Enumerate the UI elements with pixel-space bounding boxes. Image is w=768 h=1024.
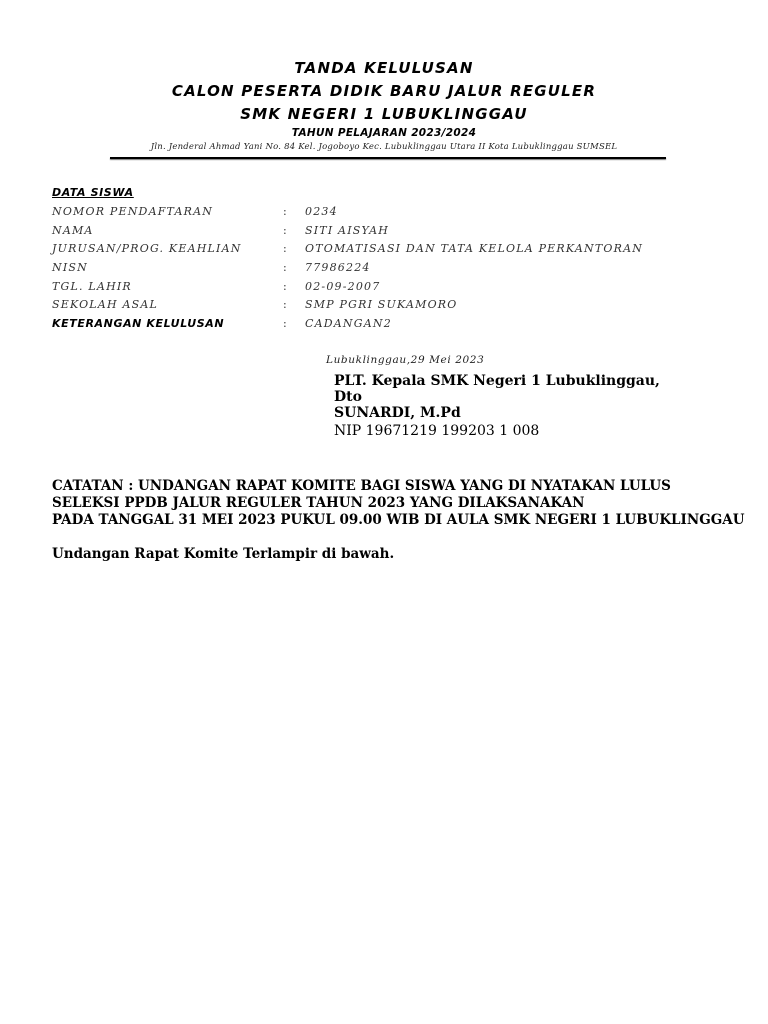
signer-name: SUNARDI, M.Pd [334, 405, 461, 421]
signer-position: PLT. Kepala SMK Negeri 1 Lubuklinggau, [334, 373, 660, 389]
row-value: 02-09-2007 [305, 280, 381, 293]
row-label: SEKOLAH ASAL [52, 298, 158, 311]
signer-nip: NIP 19671219 199203 1 008 [334, 423, 540, 439]
note-line: CATATAN : UNDANGAN RAPAT KOMITE BAGI SISWA YANG DI NYATAKAN LULUS [52, 478, 671, 494]
document-title: TANDA KELULUSAN [294, 59, 474, 77]
row-separator: : [283, 298, 288, 311]
row-separator: : [283, 205, 288, 218]
row-label: KETERANGAN KELULUSAN [52, 317, 225, 330]
section-title: DATA SISWA [52, 186, 134, 199]
note-attachment: Undangan Rapat Komite Terlampir di bawah. [52, 546, 395, 562]
row-separator: : [283, 280, 288, 293]
row-value: CADANGAN2 [305, 317, 392, 330]
data-row [0, 280, 768, 298]
data-row [0, 242, 768, 260]
data-row [0, 261, 768, 279]
row-value: OTOMATISASI DAN TATA KELOLA PERKANTORAN [305, 242, 644, 255]
row-label: NAMA [52, 224, 94, 237]
academic-year: TAHUN PELAJARAN 2023/2024 [291, 127, 477, 139]
row-label: JURUSAN/PROG. KEAHLIAN [52, 242, 242, 255]
data-row [0, 205, 768, 223]
place-date: Lubuklinggau,29 Mei 2023 [326, 354, 485, 366]
row-value: 77986224 [305, 261, 371, 274]
document-subtitle: CALON PESERTA DIDIK BARU JALUR REGULER [171, 82, 597, 100]
row-value: 0234 [305, 205, 338, 218]
row-separator: : [283, 242, 288, 255]
data-row [0, 224, 768, 242]
school-name: SMK NEGERI 1 LUBUKLINGGAU [240, 105, 528, 123]
row-label: TGL. LAHIR [52, 280, 132, 293]
row-label: NISN [52, 261, 88, 274]
signer-dto: Dto [334, 389, 362, 405]
header-divider [110, 157, 666, 159]
row-value: SITI AISYAH [305, 224, 390, 237]
school-address: Jln. Jenderal Ahmad Yani No. 84 Kel. Jogoboyo Kec. Lubuklinggau Utara II Kota Lubuklinggau SUMSEL [150, 142, 618, 152]
data-row [0, 298, 768, 316]
note-line: SELEKSI PPDB JALUR REGULER TAHUN 2023 YANG DILAKSANAKAN [52, 495, 585, 511]
note-line: PADA TANGGAL 31 MEI 2023 PUKUL 09.00 WIB DI AULA SMK NEGERI 1 LUBUKLINGGAU [52, 512, 745, 528]
data-row-result [0, 317, 768, 335]
row-value: SMP PGRI SUKAMORO [305, 298, 458, 311]
row-separator: : [283, 317, 288, 330]
row-label: NOMOR PENDAFTARAN [52, 205, 214, 218]
row-separator: : [283, 224, 288, 237]
row-separator: : [283, 261, 288, 274]
